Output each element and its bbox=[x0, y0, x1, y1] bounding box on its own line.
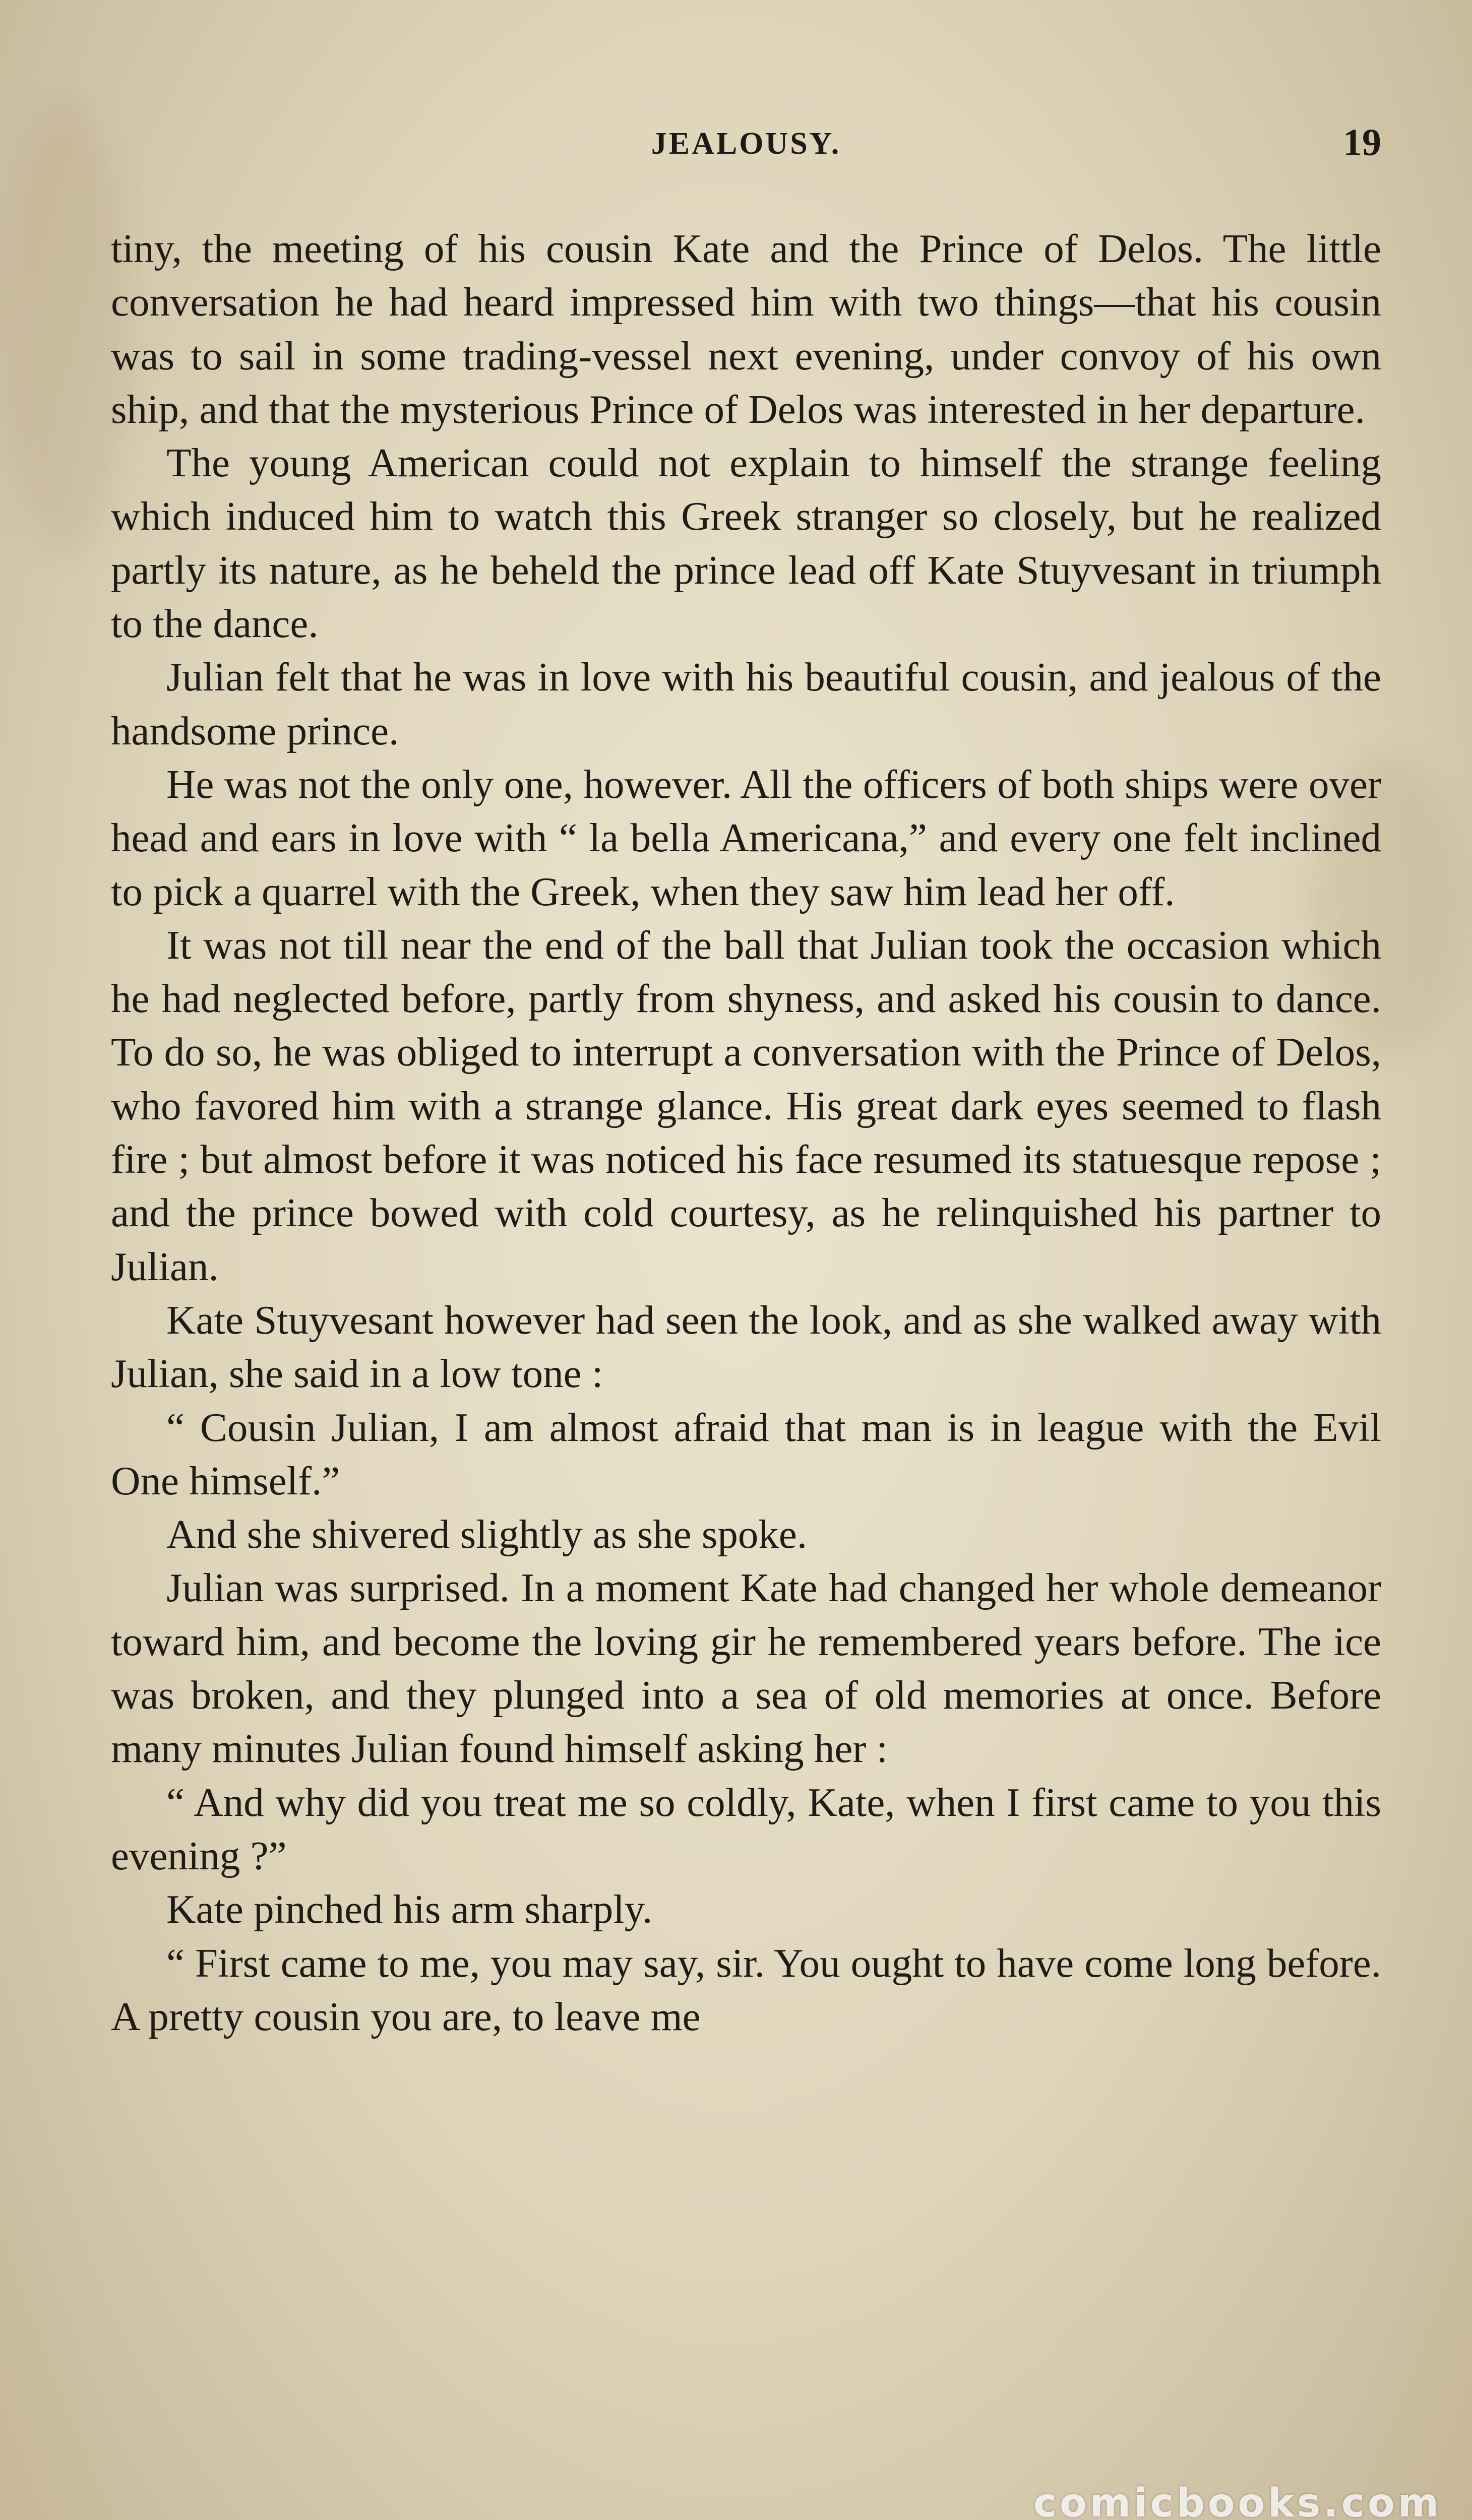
running-head: JEALOUSY. bbox=[651, 127, 841, 161]
paragraph: tiny, the meeting of his cousin Kate and the Prince of Delos. The little conversation he had heard impressed him with two things—that his cousin was to sail in some trading-vessel next evening, under convoy of his own ship, and that the mysterious Prince of Delos was interested in her departure. bbox=[111, 226, 1381, 432]
paragraph: “ Cousin Julian, I am almost afraid that man is in league with the Evil One himself.” bbox=[111, 1404, 1381, 1503]
paragraph: Kate Stuyvesant however had seen the look, and as she walked away with Julian, she said in a low tone : bbox=[111, 1297, 1381, 1397]
page-header bbox=[111, 116, 1381, 171]
paragraph: And she shivered slightly as she spoke. bbox=[166, 1511, 808, 1557]
paragraph: It was not till near the end of the ball that Julian took the occasion which he had neglected before, partly from shyness, and asked his cousin to dance. To do so, he was obliged to interrupt a conversation with the Prince of Delos, who favored him with a strange glance. His great dark eyes seemed to flash fire ; but almost before it was noticed his face resumed its statuesque repose ; and the prince bowed with cold courtesy, as he relinquished his partner to Julian. bbox=[111, 922, 1381, 1289]
paragraph: Julian was surprised. In a moment Kate had changed her whole demeanor toward him, and become the loving gir he remembered years before. The ice was broken, and they plunged into a sea of old memories at once. Before many minutes Julian found himself asking her : bbox=[111, 1565, 1381, 1772]
paragraph: Kate pinched his arm sharply. bbox=[166, 1886, 653, 1932]
body-text bbox=[111, 222, 1381, 2043]
paragraph: He was not the only one, however. All the officers of both ships were over head and ears in love with “ la bella Americana,” and every one felt inclined to pick a quarrel with the Greek, when they saw him lead her off. bbox=[111, 761, 1381, 914]
page-number: 19 bbox=[1343, 121, 1381, 164]
paragraph: Julian felt that he was in love with his beautiful cousin, and jealous of the handsome prince. bbox=[111, 654, 1381, 753]
paragraph: “ First came to me, you may say, sir. You ought to have come long before. A pretty cousin you are, to leave me bbox=[111, 1940, 1381, 2039]
watermark: comicbooks.com bbox=[1033, 2481, 1442, 2520]
paragraph: The young American could not explain to himself the strange feeling which induced him to watch this Greek stranger so closely, but he realized partly its nature, as he beheld the prince lead off Kate Stuyvesant in triumph to the dance. bbox=[111, 440, 1381, 647]
paragraph: “ And why did you treat me so coldly, Kate, when I first came to you this evening ?” bbox=[111, 1779, 1381, 1878]
